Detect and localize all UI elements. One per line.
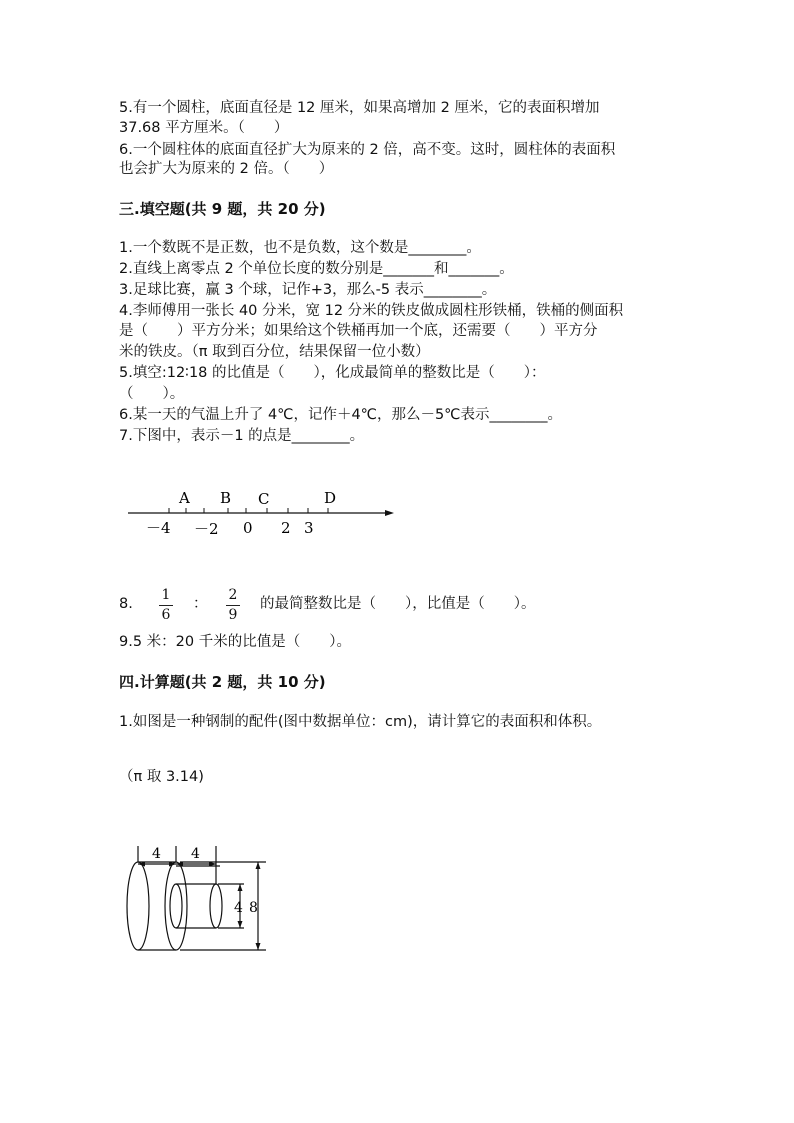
section4-heading: 四.计算题(共 2 题，共 10 分) [119, 673, 326, 691]
fill-q4-line2: 是（ ）平方分米；如果给这个铁桶再加一个底，还需要（ ）平方分 [119, 323, 598, 339]
fill-q7: 7.下图中，表示－1 的点是________。 [119, 428, 365, 444]
judge-q5-line2: 37.68 平方厘米。（ ） [119, 120, 289, 136]
judge-q6-line1: 6.一个圆柱体的底面直径扩大为原来的 2 倍，高不变。这时，圆柱体的表面积 [119, 142, 616, 158]
fraction1-denominator: 6 [161, 607, 171, 623]
fill-q5-line2: （ ）。 [119, 386, 185, 402]
tick-label-neg2: －2 [194, 520, 219, 538]
number-line-arrow [385, 510, 394, 516]
small-cylinder-left-face [170, 884, 182, 928]
fraction1-numerator: 1 [161, 587, 171, 603]
small-cylinder-right-face [210, 884, 222, 928]
fraction-one-sixth [159, 587, 173, 624]
steel-part-figure [118, 842, 278, 957]
point-c-label: C [258, 490, 270, 508]
large-cylinder-right-face [165, 862, 187, 950]
number-line-figure [120, 480, 410, 544]
point-a-label: A [179, 489, 190, 507]
fill-q4-line3: 米的铁皮。（π 取到百分位，结果保留一位小数） [119, 344, 430, 360]
tick-label-neg4: －4 [146, 519, 171, 537]
point-d-label: D [324, 489, 337, 507]
fill-q5-line1: 5.填空:12∶18 的比值是（ ），化成最简单的整数比是（ ）： [119, 365, 546, 381]
fill-q2: 2.直线上离零点 2 个单位长度的数分别是_______和_______。 [119, 261, 514, 277]
pi-note: （π 取 3.14) [119, 769, 204, 785]
fill-q8-number: 8. [119, 596, 133, 612]
dim-label-right-length: 4 [191, 846, 200, 862]
dim-label-left-length: 4 [152, 846, 161, 862]
dim-label-outer-diameter: 8 [249, 900, 258, 916]
calc-q1: 1.如图是一种钢制的配件(图中数据单位：cm)，请计算它的表面积和体积。 [119, 714, 602, 730]
fill-q4-line1: 4.李师傅用一张长 40 分米，宽 12 分米的铁皮做成圆柱形铁桶，铁桶的侧面积 [119, 303, 624, 319]
judge-q5-line1: 5.有一个圆柱，底面直径是 12 厘米，如果高增加 2 厘米，它的表面积增加 [119, 100, 600, 116]
fill-q8-colon: ： [193, 596, 208, 612]
fraction-two-ninths [226, 587, 240, 624]
tick-label-2: 2 [281, 519, 291, 537]
fill-q1: 1.一个数既不是正数，也不是负数，这个数是________。 [119, 240, 481, 256]
tick-label-3: 3 [304, 519, 314, 537]
judge-q6-line2: 也会扩大为原来的 2 倍。（ ） [119, 161, 334, 177]
fraction2-numerator: 2 [228, 587, 238, 603]
large-cylinder-left-face [127, 862, 149, 950]
dim-label-inner-diameter: 4 [234, 900, 243, 916]
fill-q8-text: 的最简整数比是（ ），比值是（ ）。 [260, 596, 536, 612]
fill-q3: 3.足球比赛，赢 3 个球，记作+3，那么-5 表示________。 [119, 282, 497, 298]
section3-heading: 三.填空题(共 9 题，共 20 分) [119, 200, 326, 218]
fill-q6: 6.某一天的气温上升了 4℃，记作＋4℃，那么－5℃表示________。 [119, 407, 562, 423]
fill-q9: 9.5 米：20 千米的比值是（ ）。 [119, 634, 351, 650]
tick-label-0: 0 [243, 519, 253, 537]
point-b-label: B [220, 489, 232, 507]
fraction2-denominator: 9 [228, 607, 238, 623]
